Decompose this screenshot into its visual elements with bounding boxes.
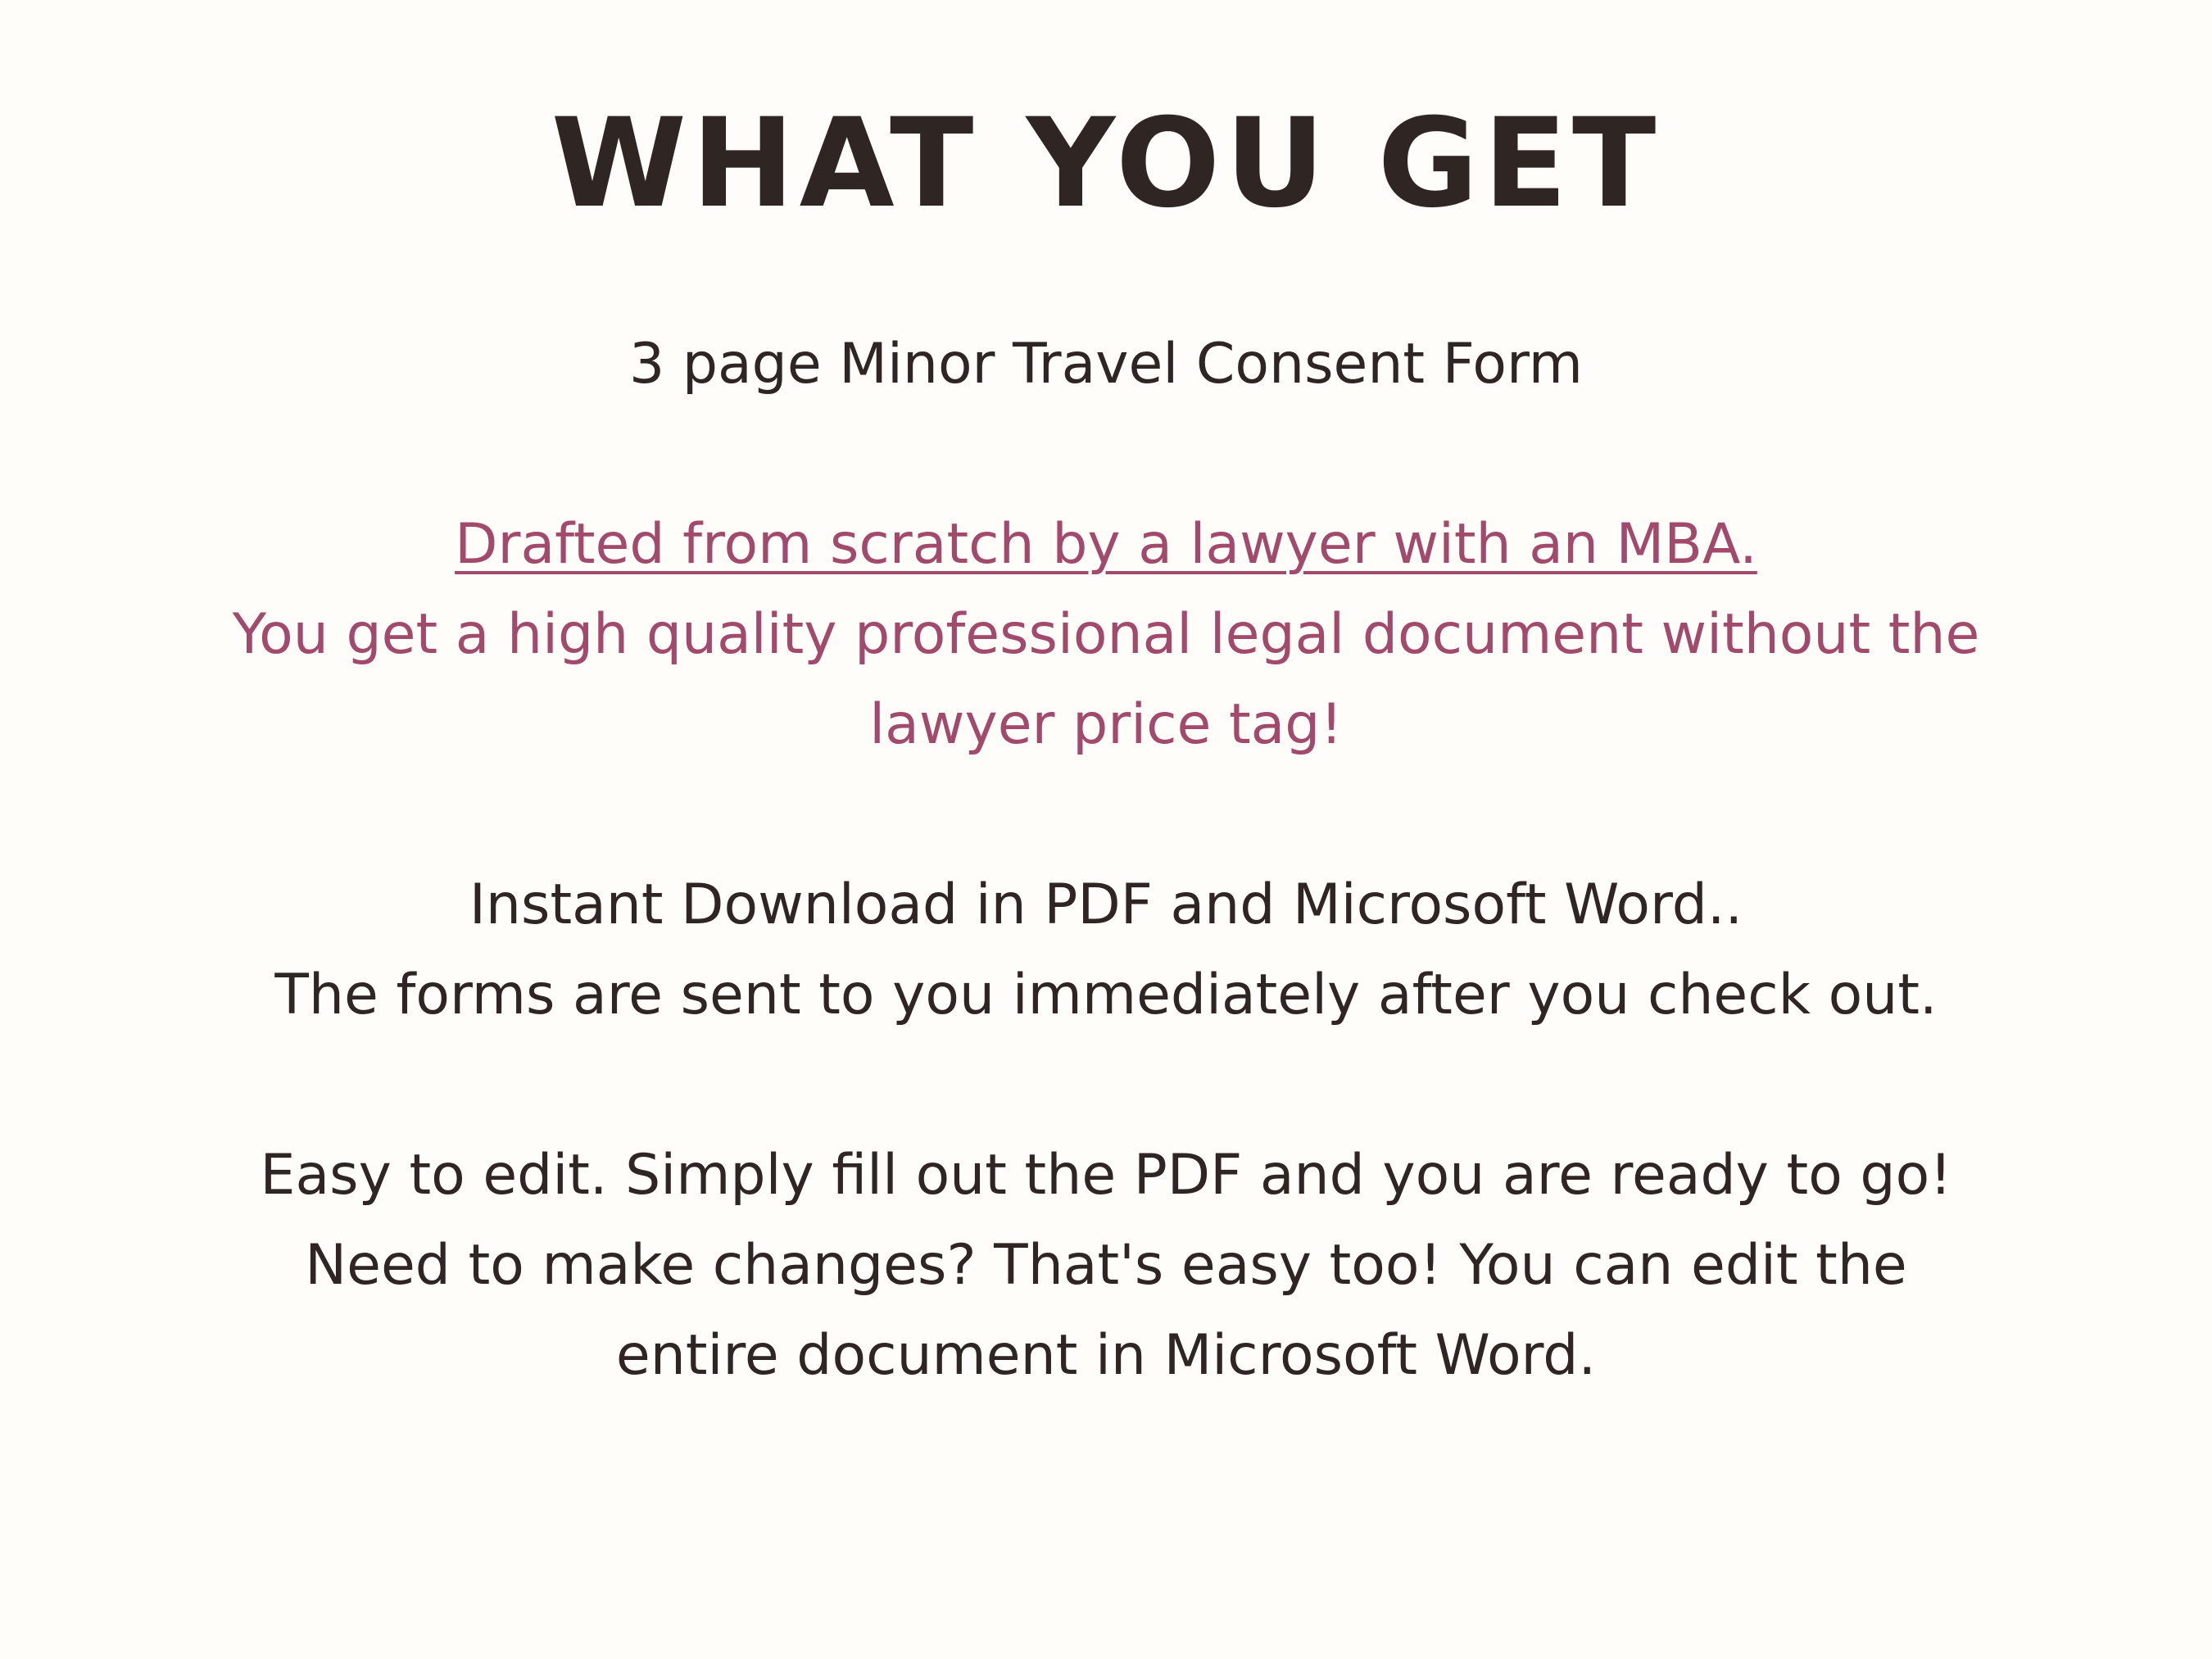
download-line-2: The forms are sent to you immediately after you check out. xyxy=(274,963,1938,1027)
lawyer-mba-link[interactable]: Drafted from scratch by a lawyer with an MBA. xyxy=(455,512,1757,577)
editing-line-1: Easy to edit. Simply fill out the PDF and you are ready to go! xyxy=(260,1143,1952,1208)
quality-line-3: lawyer price tag! xyxy=(869,692,1343,757)
quality-line-1 xyxy=(0,504,2212,586)
download-line-1: Instant Download in PDF and Microsoft Word.. xyxy=(469,873,1743,937)
editing-line-3: entire document in Microsoft Word. xyxy=(615,1323,1597,1388)
page-title: WHAT YOU GET xyxy=(551,93,1661,235)
editing-line-2: Need to make changes? That's easy too! You can edit the xyxy=(305,1233,1907,1298)
quality-line-2: You get a high quality professional legal document without the xyxy=(232,602,1980,667)
product-description: 3 page Minor Travel Consent Form xyxy=(628,332,1584,397)
